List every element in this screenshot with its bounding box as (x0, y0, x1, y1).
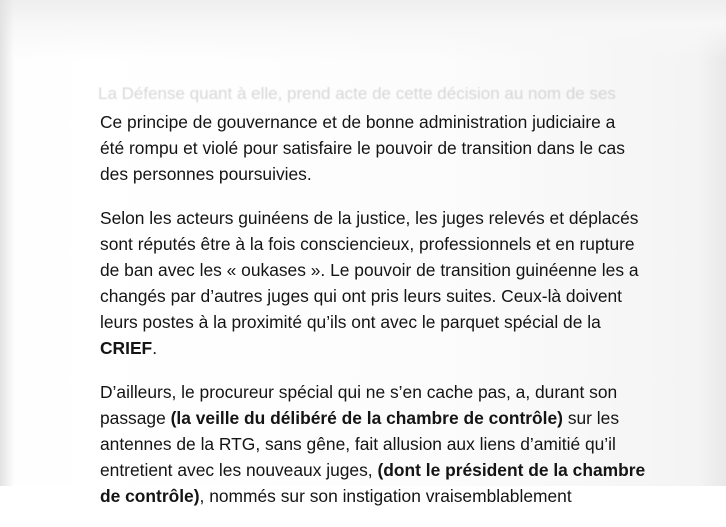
bold-text: (dont le président de la chambre (377, 460, 646, 480)
text-line (100, 405, 660, 431)
bold-text: (la veille du délibéré de la chambre de contrôle) (170, 408, 563, 428)
text-line: été rompu et violé pour satisfaire le pouvoir de transition dans le cas (100, 138, 625, 158)
text-line: Ce principe de gouvernance et de bonne administration judiciaire a (100, 112, 616, 132)
text-fragment: , nommés sur son instigation vraisemblablement (199, 486, 572, 506)
bleed-through-text: La Défense quant à elle, prend acte de cette décision au nom de ses (98, 84, 616, 103)
text-line: leurs postes à la proximité qu’ils ont avec le parquet spécial de la (100, 312, 601, 332)
text-line: de ban avec les « oukases ». Le pouvoir de transition guinéenne les a (100, 260, 639, 280)
text-line: antennes de la RTG, sans gêne, fait allusion aux liens d’amitié qu’il (100, 434, 616, 454)
text-line (100, 457, 660, 483)
text-line: Selon les acteurs guinéens de la justice, les juges relevés et déplacés (100, 208, 639, 228)
text-line: changés par d’autres juges qui ont pris leurs suites. Ceux-là doivent (100, 286, 623, 306)
text-fragment: sur les (562, 408, 620, 428)
text-line: des personnes poursuivies. (100, 164, 312, 184)
bold-term-crief: CRIEF (100, 338, 153, 358)
paragraph-2 (100, 205, 660, 361)
text-line (100, 335, 660, 361)
text-fragment: passage (100, 408, 171, 428)
scan-shadow-left (0, 0, 14, 486)
text-line: sont réputés être à la fois consciencieux, professionnels et en rupture (100, 234, 635, 254)
scan-shadow-top (0, 0, 726, 60)
text-line: D’ailleurs, le procureur spécial qui ne s’en cache pas, a, durant son (100, 382, 618, 402)
document-body (100, 109, 660, 527)
text-fragment: . (152, 338, 158, 358)
paragraph-3 (100, 379, 660, 509)
text-line (100, 483, 660, 509)
paragraph-1 (100, 109, 660, 187)
text-fragment: entretient avec les nouveaux juges, (100, 460, 378, 480)
bold-text: de contrôle) (100, 486, 200, 506)
